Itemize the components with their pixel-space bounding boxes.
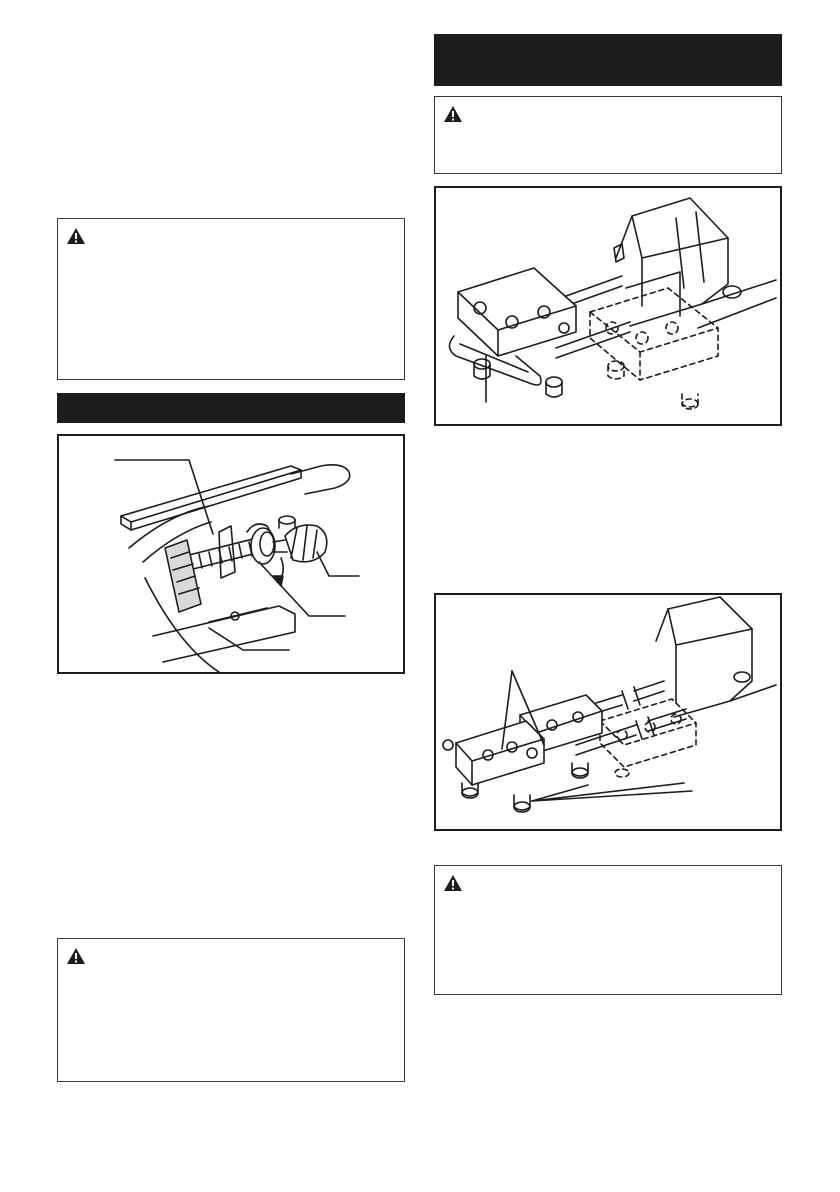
vise-figure <box>57 434 405 674</box>
warning-box-1 <box>57 218 405 380</box>
holder-illustration-bottom <box>436 595 780 829</box>
section-heading-bar-right <box>434 34 782 86</box>
warning-triangle-icon <box>443 874 463 892</box>
warning-triangle-icon <box>66 227 86 245</box>
vise-illustration <box>59 436 403 672</box>
holder-illustration-top <box>436 188 780 424</box>
holder-figure-top <box>434 186 782 426</box>
warning-box-2 <box>57 938 405 1082</box>
holder-figure-bottom <box>434 593 782 831</box>
warning-box-3 <box>434 96 782 174</box>
warning-box-4 <box>434 865 782 995</box>
section-heading-bar-left <box>57 393 405 423</box>
warning-triangle-icon <box>66 947 86 965</box>
warning-triangle-icon <box>443 105 463 123</box>
